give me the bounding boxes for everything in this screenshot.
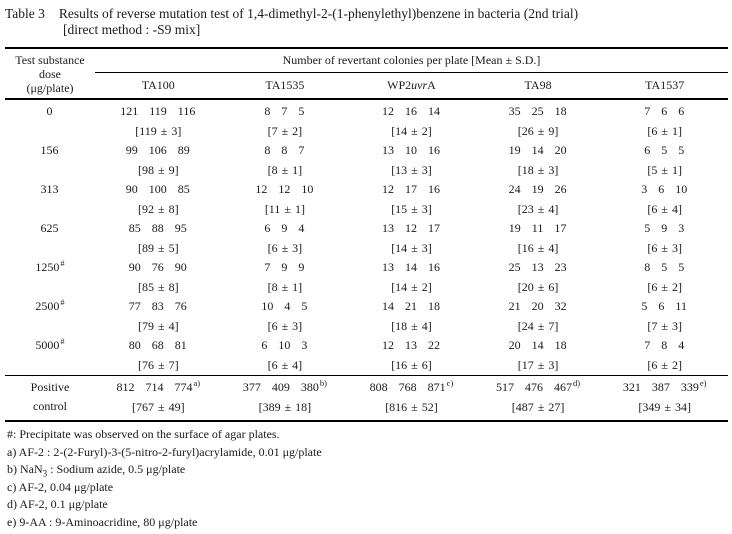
counts-text: 8 8 7 <box>264 143 305 157</box>
mean-sd: [349 ± 34] <box>638 400 691 414</box>
plate-counts <box>95 180 222 200</box>
mean-sd: [7 ± 3] <box>647 319 682 333</box>
mean-sd: [6 ± 3] <box>267 319 303 333</box>
footnote-text-cont: : Sodium azide, 0.5 μg/plate <box>47 462 186 477</box>
plate-counts <box>95 102 222 122</box>
dose-row-3 <box>5 219 728 258</box>
plate-counts <box>475 180 602 200</box>
counts-text: 99 106 89 <box>125 143 190 157</box>
dose-value: 1250 <box>35 260 60 274</box>
mean-sd: [6 ± 2] <box>647 280 682 294</box>
footnote-text: b) NaN <box>7 462 43 477</box>
data-cell-ta100 <box>95 219 222 258</box>
data-cell-ta100 <box>95 376 222 422</box>
plate-counts <box>601 141 728 161</box>
plate-counts <box>601 258 728 278</box>
data-cell-ta1535 <box>222 99 349 141</box>
counts-text: 19 11 17 <box>508 221 567 235</box>
mean-sd: [14 ± 2] <box>391 280 432 294</box>
positive-control-row <box>5 376 728 422</box>
plate-counts <box>475 219 602 239</box>
table-body <box>5 99 728 421</box>
strain-header-row <box>5 73 728 100</box>
dose-cell <box>5 99 95 141</box>
data-cell-wp2uvra <box>348 99 475 141</box>
plate-counts <box>475 102 602 122</box>
dose-value: 625 <box>40 221 59 235</box>
counts-text: 24 19 26 <box>508 182 567 196</box>
strain-header-ta1535 <box>222 73 349 100</box>
plate-counts <box>222 336 349 356</box>
plate-counts <box>475 297 602 317</box>
data-cell-wp2uvra <box>348 376 475 422</box>
colonies-span-header: Number of revertant colonies per plate [Mean ± S.D.] <box>95 48 728 73</box>
data-cell-ta98 <box>475 258 602 297</box>
footnote-text: a) AF-2 : 2-(2-Furyl)-3-(5-nitro-2-furyl)acrylamide, 0.01 μg/plate <box>7 444 322 459</box>
counts-text: 377 409 380 <box>242 380 319 394</box>
mean-sd: [14 ± 2] <box>391 124 432 138</box>
mean-sd: [13 ± 3] <box>391 163 432 177</box>
data-cell-ta98 <box>475 141 602 180</box>
dose-value: 2500 <box>35 299 60 313</box>
footnote-precipitate <box>7 428 728 446</box>
mean-sd: [6 ± 3] <box>647 241 682 255</box>
footnote-text: #: Precipitate was observed on the surface of agar plates. <box>7 427 280 441</box>
plate-counts <box>348 336 475 356</box>
mean-sd: [18 ± 4] <box>391 319 432 333</box>
counts-text: 517 476 467 <box>496 380 573 394</box>
strain-name: TA100 <box>141 78 175 92</box>
counts-text: 21 20 32 <box>508 299 567 313</box>
counts-text: 808 768 871 <box>369 380 446 394</box>
strain-header-ta98 <box>475 73 602 100</box>
precipitate-marker: # <box>60 336 65 346</box>
mean-sd: [24 ± 7] <box>517 319 559 333</box>
footnote-marker: c) <box>446 378 454 388</box>
plate-counts <box>601 180 728 200</box>
counts-text: 6 10 3 <box>261 338 308 352</box>
data-cell-ta98 <box>475 99 602 141</box>
counts-text: 13 10 16 <box>381 143 440 157</box>
precipitate-marker: # <box>60 258 65 268</box>
data-cell-ta1535 <box>222 219 349 258</box>
header-row-span <box>5 48 728 73</box>
data-cell-wp2uvra <box>348 180 475 219</box>
counts-text: 12 16 14 <box>381 104 440 118</box>
strain-name-suffix: A <box>427 78 436 92</box>
mean-sd: [26 ± 9] <box>517 124 559 138</box>
mean-sd: [816 ± 52] <box>385 400 438 414</box>
plate-counts <box>95 219 222 239</box>
data-cell-ta100 <box>95 180 222 219</box>
mean-sd: [8 ± 1] <box>267 163 303 177</box>
counts-text: 35 25 18 <box>508 104 567 118</box>
counts-text: 13 14 16 <box>381 260 440 274</box>
data-cell-ta1535 <box>222 141 349 180</box>
mean-sd: [6 ± 3] <box>267 241 303 255</box>
counts-text: 6 9 4 <box>264 221 305 235</box>
plate-counts <box>475 378 602 398</box>
plate-counts <box>475 336 602 356</box>
dose-cell <box>5 258 95 297</box>
table-title: Results of reverse mutation test of 1,4-dimethyl-2-(1-phenylethyl)benzene in bacteria (2nd trial) <box>58 6 579 21</box>
counts-text: 90 100 85 <box>125 182 190 196</box>
plate-counts <box>348 141 475 161</box>
mean-sd: [767 ± 49] <box>132 400 185 414</box>
counts-text: 10 4 5 <box>261 299 308 313</box>
counts-text: 90 76 90 <box>128 260 187 274</box>
mean-sd: [16 ± 4] <box>517 241 559 255</box>
footnote-a <box>7 446 728 464</box>
counts-text: 7 6 6 <box>644 104 685 118</box>
dose-header-line-3: (μg/plate) <box>26 80 74 95</box>
caption-line-1 <box>5 6 728 22</box>
counts-text: 80 68 81 <box>128 338 187 352</box>
counts-text: 20 14 18 <box>508 338 567 352</box>
footnote-text: e) 9-AA : 9-Aminoacridine, 80 μg/plate <box>7 514 198 529</box>
plate-counts <box>348 180 475 200</box>
counts-text: 321 387 339 <box>622 380 699 394</box>
mean-sd: [6 ± 2] <box>647 358 682 372</box>
plate-counts <box>601 297 728 317</box>
data-cell-ta98 <box>475 219 602 258</box>
mean-sd: [119 ± 3] <box>135 124 182 138</box>
strain-name-italic: uvr <box>411 78 428 92</box>
mean-sd: [389 ± 18] <box>258 400 312 414</box>
data-cell-ta1535 <box>222 376 349 422</box>
footnote-e <box>7 516 728 534</box>
plate-counts <box>95 258 222 278</box>
counts-text: 25 13 23 <box>508 260 567 274</box>
mean-sd: [16 ± 6] <box>391 358 432 372</box>
mean-sd: [7 ± 2] <box>267 124 303 138</box>
data-cell-ta1535 <box>222 336 349 376</box>
dose-cell <box>5 141 95 180</box>
counts-text: 85 88 95 <box>128 221 187 235</box>
dose-value: 313 <box>40 182 59 196</box>
table-subtitle: [direct method : -S9 mix] <box>63 22 201 37</box>
data-cell-ta1535 <box>222 297 349 336</box>
dose-cell <box>5 336 95 376</box>
dose-value: 5000 <box>35 338 60 352</box>
mean-sd: [98 ± 9] <box>138 163 179 177</box>
results-table <box>5 47 728 422</box>
dose-row-6 <box>5 336 728 376</box>
data-cell-ta100 <box>95 297 222 336</box>
footnote-text: c) AF-2, 0.04 μg/plate <box>7 479 114 494</box>
counts-text: 5 6 11 <box>641 299 687 313</box>
mean-sd: [89 ± 5] <box>138 241 179 255</box>
data-cell-wp2uvra <box>348 297 475 336</box>
data-cell-ta1535 <box>222 180 349 219</box>
footnote-marker: e) <box>699 378 707 388</box>
data-cell-ta1537 <box>601 258 728 297</box>
data-cell-ta100 <box>95 258 222 297</box>
dose-row-5 <box>5 297 728 336</box>
positive-label-line-2: control <box>33 399 67 413</box>
footnote-c <box>7 481 728 499</box>
plate-counts <box>222 219 349 239</box>
footnote-text: d) AF-2, 0.1 μg/plate <box>7 497 108 512</box>
counts-text: 6 5 5 <box>644 143 685 157</box>
data-cell-ta1537 <box>601 376 728 422</box>
plate-counts <box>601 336 728 356</box>
plate-counts <box>475 258 602 278</box>
data-cell-wp2uvra <box>348 219 475 258</box>
plate-counts <box>222 378 349 398</box>
plate-counts <box>348 219 475 239</box>
dose-column-header <box>5 48 95 99</box>
dose-header-line-2: dose <box>39 66 61 81</box>
table-number-label: Table 3 <box>5 6 45 21</box>
mean-sd: [6 ± 4] <box>267 358 303 372</box>
plate-counts <box>475 141 602 161</box>
mean-sd: [15 ± 3] <box>391 202 432 216</box>
dose-value: 0 <box>46 104 53 118</box>
counts-text: 121 119 116 <box>120 104 196 118</box>
footnote-d <box>7 498 728 516</box>
mean-sd: [92 ± 8] <box>138 202 179 216</box>
data-cell-ta98 <box>475 297 602 336</box>
mean-sd: [487 ± 27] <box>511 400 565 414</box>
counts-text: 12 12 10 <box>255 182 314 196</box>
footnote-marker: b) <box>319 378 327 388</box>
table-caption <box>5 6 728 38</box>
data-cell-ta1537 <box>601 99 728 141</box>
data-cell-ta100 <box>95 336 222 376</box>
data-cell-wp2uvra <box>348 258 475 297</box>
strain-name: TA98 <box>524 78 552 92</box>
mean-sd: [11 ± 1] <box>264 202 305 216</box>
mean-sd: [23 ± 4] <box>517 202 559 216</box>
dose-cell <box>5 297 95 336</box>
counts-text: 77 83 76 <box>128 299 187 313</box>
mean-sd: [5 ± 1] <box>647 163 682 177</box>
data-cell-wp2uvra <box>348 141 475 180</box>
dose-value: 156 <box>40 143 59 157</box>
plate-counts <box>348 297 475 317</box>
counts-text: 5 9 3 <box>644 221 685 235</box>
data-cell-ta1537 <box>601 297 728 336</box>
counts-text: 12 13 22 <box>381 338 440 352</box>
precipitate-marker: # <box>60 297 65 307</box>
plate-counts <box>95 141 222 161</box>
footnote-marker: d) <box>573 378 581 388</box>
data-cell-ta100 <box>95 99 222 141</box>
plate-counts <box>222 102 349 122</box>
strain-name: WP2 <box>387 78 412 92</box>
counts-text: 812 714 774 <box>116 380 193 394</box>
footnote-marker: a) <box>193 378 201 388</box>
plate-counts <box>348 258 475 278</box>
mean-sd: [6 ± 4] <box>647 202 682 216</box>
dose-cell <box>5 219 95 258</box>
plate-counts <box>601 219 728 239</box>
footnotes-block <box>5 428 728 534</box>
dose-row-4 <box>5 258 728 297</box>
data-cell-ta1537 <box>601 219 728 258</box>
mean-sd: [79 ± 4] <box>138 319 179 333</box>
counts-text: 7 8 4 <box>644 338 685 352</box>
plate-counts <box>348 102 475 122</box>
counts-text: 8 7 5 <box>264 104 305 118</box>
dose-cell <box>5 180 95 219</box>
counts-text: 7 9 9 <box>264 260 305 274</box>
dose-header-line-1: Test substance <box>15 52 85 67</box>
mean-sd: [85 ± 8] <box>138 280 179 294</box>
mean-sd: [18 ± 3] <box>517 163 559 177</box>
data-cell-ta98 <box>475 336 602 376</box>
dose-row-2 <box>5 180 728 219</box>
positive-control-label <box>5 376 95 422</box>
strain-name: TA1535 <box>265 78 305 92</box>
data-cell-ta1537 <box>601 336 728 376</box>
data-cell-wp2uvra <box>348 336 475 376</box>
plate-counts <box>95 297 222 317</box>
plate-counts <box>222 258 349 278</box>
data-cell-ta1537 <box>601 141 728 180</box>
plate-counts <box>222 141 349 161</box>
plate-counts <box>95 378 222 398</box>
counts-text: 8 5 5 <box>644 260 685 274</box>
data-cell-ta100 <box>95 141 222 180</box>
strain-header-wp2uvra <box>348 73 475 100</box>
plate-counts <box>222 180 349 200</box>
data-cell-ta98 <box>475 180 602 219</box>
mean-sd: [8 ± 1] <box>267 280 303 294</box>
mean-sd: [6 ± 1] <box>647 124 682 138</box>
strain-header-ta100 <box>95 73 222 100</box>
counts-text: 3 6 10 <box>641 182 688 196</box>
mean-sd: [20 ± 6] <box>517 280 559 294</box>
mean-sd: [17 ± 3] <box>517 358 559 372</box>
plate-counts <box>95 336 222 356</box>
plate-counts <box>601 378 728 398</box>
data-cell-ta1535 <box>222 258 349 297</box>
footnote-b <box>7 463 728 481</box>
plate-counts <box>222 297 349 317</box>
counts-text: 14 21 18 <box>381 299 440 313</box>
counts-text: 13 12 17 <box>381 221 440 235</box>
table-header <box>5 48 728 99</box>
data-cell-ta98 <box>475 376 602 422</box>
plate-counts <box>348 378 475 398</box>
positive-label-line-1: Positive <box>30 380 70 394</box>
strain-header-ta1537 <box>601 73 728 100</box>
dose-row-0 <box>5 99 728 141</box>
strain-name: TA1537 <box>645 78 685 92</box>
subscript: 3 <box>42 468 48 479</box>
counts-text: 19 14 20 <box>508 143 567 157</box>
plate-counts <box>601 102 728 122</box>
counts-text: 12 17 16 <box>381 182 440 196</box>
mean-sd: [76 ± 7] <box>138 358 179 372</box>
data-cell-ta1537 <box>601 180 728 219</box>
mean-sd: [14 ± 3] <box>391 241 432 255</box>
dose-row-1 <box>5 141 728 180</box>
